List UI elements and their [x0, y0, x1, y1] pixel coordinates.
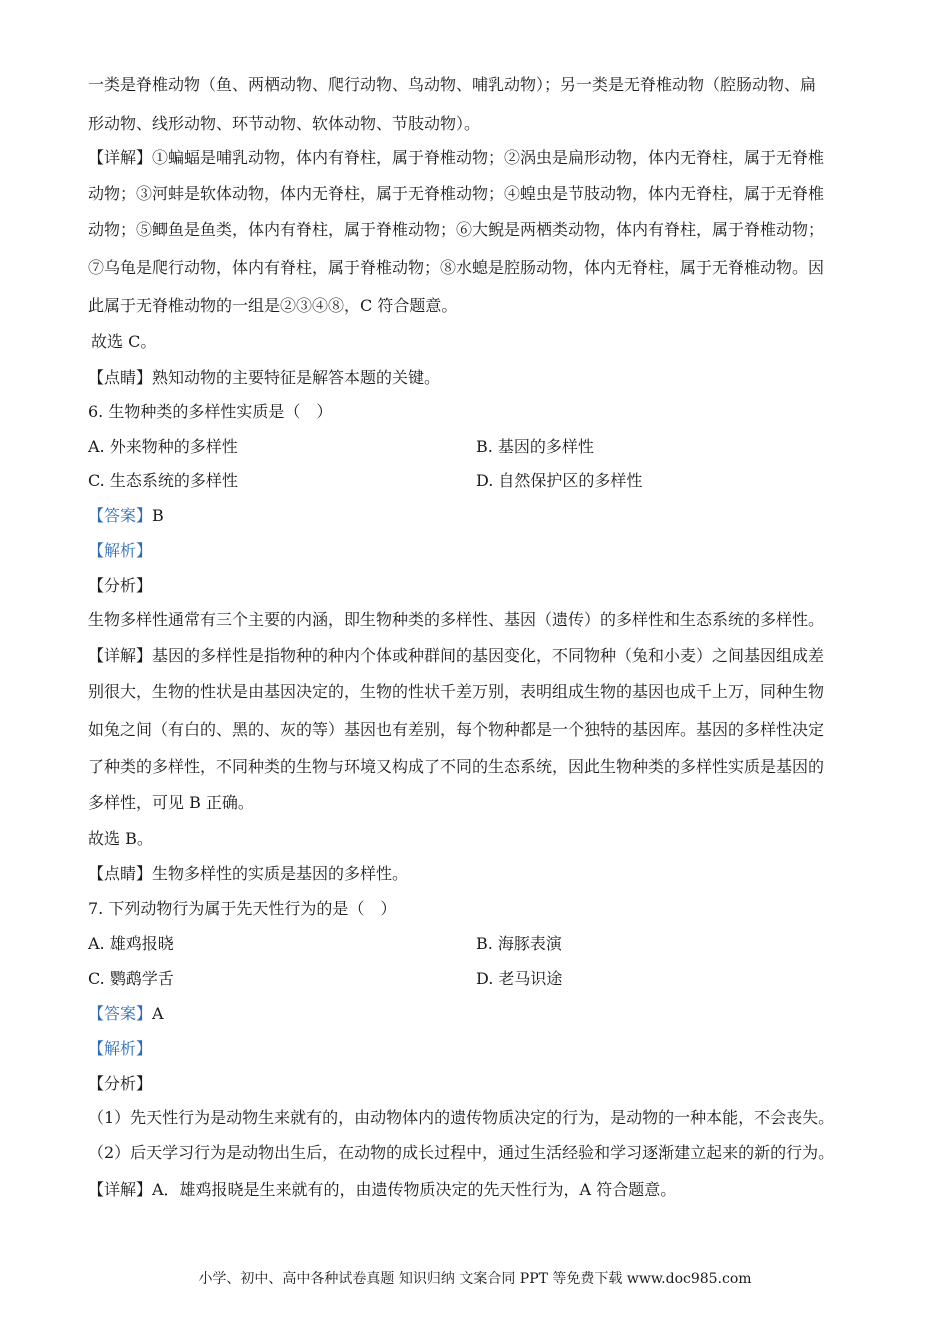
q7-option-d: D. 老马识途 — [476, 969, 563, 988]
q6-answer-label: 【答案】 — [88, 506, 153, 525]
q7-fenxi-label: 【分析】 — [88, 1074, 153, 1093]
q6-option-d: D. 自然保护区的多样性 — [476, 471, 643, 490]
prev-text-line-1: 一类是脊椎动物（鱼、两栖动物、爬行动物、鸟动物、哺乳动物）；另一类是无脊椎动物（腔肠动物、扁 — [88, 75, 817, 94]
q6-option-c: C. 生态系统的多样性 — [88, 471, 238, 490]
q7-answer — [88, 1004, 164, 1024]
q6-detail-line-2: 别很大，生物的性状是由基因决定的，生物的性状千差万别，表明组成生物的基因也成千上万，同种生物 — [88, 682, 825, 701]
q6-answer-value: B — [152, 506, 164, 525]
prev-detail-line-1: 【详解】①蝙蝠是哺乳动物，体内有脊柱，属于脊椎动物；②涡虫是扁形动物，体内无脊柱，属于无脊椎 — [88, 148, 825, 167]
q7-stem: 7. 下列动物行为属于先天性行为的是（ ） — [88, 899, 397, 918]
q7-analysis-2: （2）后天学习行为是动物出生后，在动物的成长过程中，通过生活经验和学习逐渐建立起来的新的行为。 — [88, 1143, 835, 1162]
q6-detail-line-1: 【详解】基因的多样性是指物种的种内个体或种群间的基因变化，不同物种（兔和小麦）之间基因组成差 — [88, 646, 825, 665]
prev-detail-line-3: 动物；⑤鲫鱼是鱼类，体内有脊柱，属于脊椎动物；⑥大鲵是两栖类动物，体内有脊柱，属于脊椎动物； — [88, 220, 825, 239]
q6-choice: 故选 B。 — [88, 829, 153, 848]
prev-detail-line-2: 动物；③河蚌是软体动物，体内无脊柱，属于无脊椎动物；④蝗虫是节肢动物，体内无脊柱，属于无脊椎 — [88, 184, 825, 203]
q6-detail-line-4: 了种类的多样性，不同种类的生物与环境又构成了不同的生态系统，因此生物种类的多样性实质是基因的 — [88, 757, 825, 776]
prev-choice: 故选 C。 — [91, 332, 157, 351]
q6-jiexi-label: 【解析】 — [88, 541, 153, 560]
q7-answer-value: A — [152, 1004, 164, 1023]
q7-option-a: A. 雄鸡报晓 — [88, 934, 174, 953]
prev-tip: 【点睛】熟知动物的主要特征是解答本题的关键。 — [88, 368, 441, 387]
q7-analysis-1: （1）先天性行为是动物生来就有的，由动物体内的遗传物质决定的行为，是动物的一种本能，不会丧失。 — [88, 1108, 835, 1127]
q6-option-b: B. 基因的多样性 — [476, 437, 594, 456]
q7-detail: 【详解】A．雄鸡报晓是生来就有的，由遗传物质决定的先天性行为，A 符合题意。 — [88, 1180, 677, 1199]
page-footer: 小学、初中、高中各种试卷真题 知识归纳 文案合同 PPT 等免费下载 www.doc985.com — [198, 1271, 752, 1287]
q6-answer — [88, 506, 164, 526]
q6-detail-line-3: 如兔之间（有白的、黑的、灰的等）基因也有差别，每个物种都是一个独特的基因库。基因的多样性决定 — [88, 720, 825, 739]
q7-option-c: C. 鹦鹉学舌 — [88, 969, 174, 988]
q7-option-b: B. 海豚表演 — [476, 934, 562, 953]
prev-text-line-2: 形动物、线形动物、环节动物、软体动物、节肢动物）。 — [88, 114, 481, 133]
q6-stem: 6. 生物种类的多样性实质是（ ） — [88, 402, 333, 421]
q6-analysis: 生物多样性通常有三个主要的内涵，即生物种类的多样性、基因（遗传）的多样性和生态系统的多样性。 — [88, 610, 825, 629]
q6-option-a: A. 外来物种的多样性 — [88, 437, 238, 456]
q6-fenxi-label: 【分析】 — [88, 576, 153, 595]
prev-detail-line-5: 此属于无脊椎动物的一组是②③④⑧，C 符合题意。 — [88, 296, 458, 315]
q6-tip: 【点睛】生物多样性的实质是基因的多样性。 — [88, 864, 409, 883]
q6-detail-line-5: 多样性，可见 B 正确。 — [88, 793, 254, 812]
prev-detail-line-4: ⑦乌龟是爬行动物，体内有脊柱，属于脊椎动物；⑧水螅是腔肠动物，体内无脊柱，属于无脊椎动物。因 — [88, 258, 825, 277]
q7-jiexi-label: 【解析】 — [88, 1039, 153, 1058]
q7-answer-label: 【答案】 — [88, 1004, 153, 1023]
